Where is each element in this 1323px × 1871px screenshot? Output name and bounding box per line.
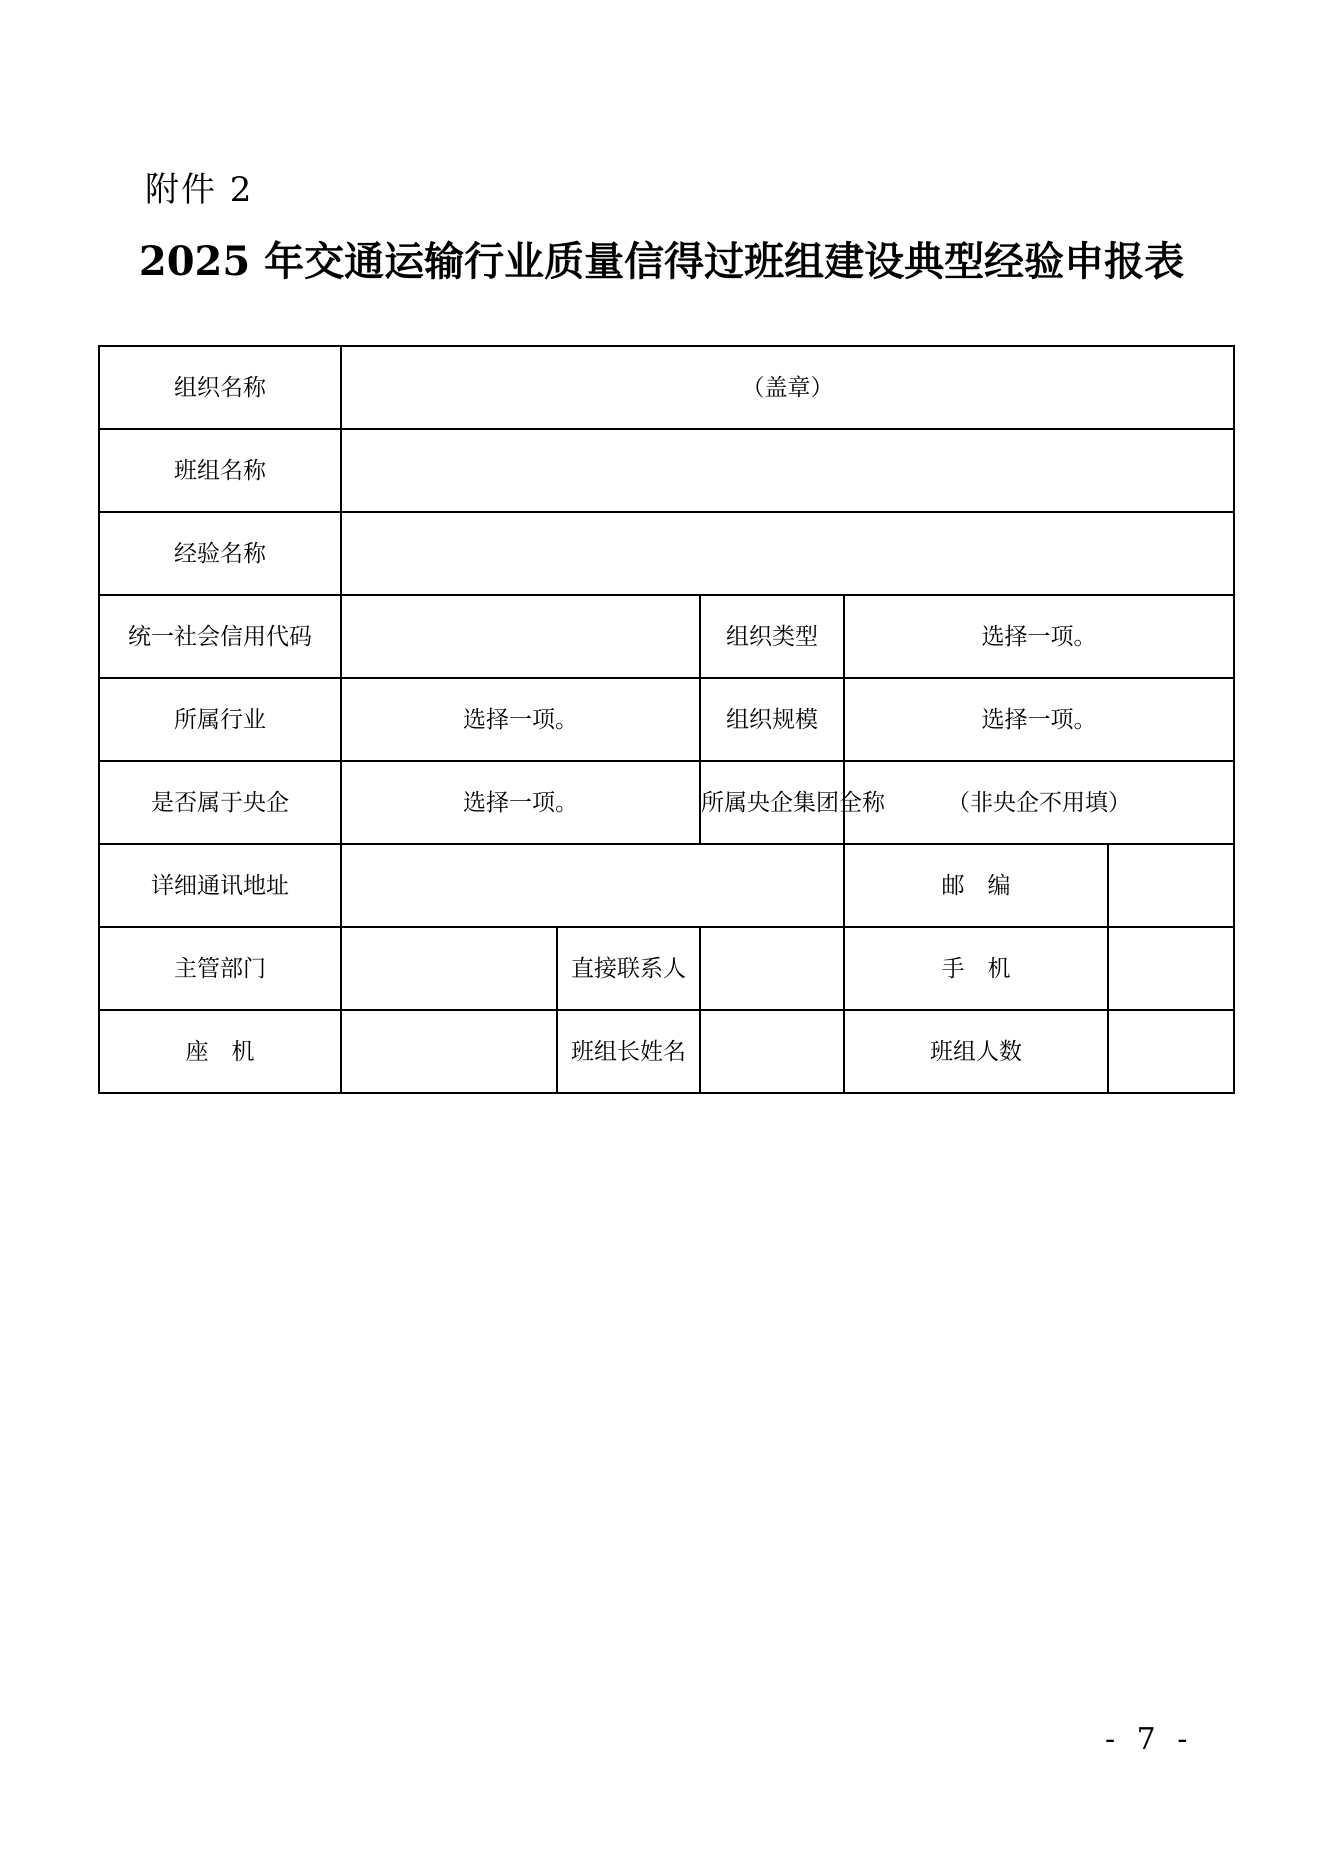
credit-code-field[interactable] [341,595,700,678]
form-row-address [99,844,1234,927]
form-row-experience-name [99,512,1234,595]
form-row-industry [99,678,1234,761]
form-row-team-name [99,429,1234,512]
org-type-label: 组织类型 [700,595,844,678]
org-type-select[interactable]: 选择一项。 [844,595,1234,678]
address-label: 详细通讯地址 [99,844,341,927]
contact-field[interactable] [700,927,844,1010]
team-size-label: 班组人数 [844,1010,1108,1093]
form-row-credit-code [99,595,1234,678]
team-name-label: 班组名称 [99,429,341,512]
is-central-select[interactable]: 选择一项。 [341,761,700,844]
postcode-label: 邮 编 [844,844,1108,927]
leader-label: 班组长姓名 [557,1010,700,1093]
attachment-label: 附件 2 [145,170,254,210]
credit-code-label: 统一社会信用代码 [99,595,341,678]
team-name-field[interactable] [341,429,1234,512]
experience-name-field[interactable] [341,512,1234,595]
central-group-label: 所属央企集团全称 [700,761,844,844]
form-row-central-enterprise [99,761,1234,844]
form-row-org-name [99,346,1234,429]
page-number: - 7 - [1105,1722,1194,1757]
leader-field[interactable] [700,1010,844,1093]
org-scale-select[interactable]: 选择一项。 [844,678,1234,761]
mobile-label: 手 机 [844,927,1108,1010]
team-size-field[interactable] [1108,1010,1234,1093]
document-title: 2025 年交通运输行业质量信得过班组建设典型经验申报表 [138,238,1185,285]
landline-field[interactable] [341,1010,557,1093]
central-group-field[interactable]: （非央企不用填） [844,761,1234,844]
address-field[interactable] [341,844,844,927]
industry-select[interactable]: 选择一项。 [341,678,700,761]
contact-label: 直接联系人 [557,927,700,1010]
experience-name-label: 经验名称 [99,512,341,595]
authority-field[interactable] [341,927,557,1010]
postcode-field[interactable] [1108,844,1234,927]
form-row-landline [99,1010,1234,1093]
mobile-field[interactable] [1108,927,1234,1010]
org-name-label: 组织名称 [99,346,341,429]
application-form-table [98,345,1235,1094]
industry-label: 所属行业 [99,678,341,761]
org-scale-label: 组织规模 [700,678,844,761]
landline-label: 座 机 [99,1010,341,1093]
org-name-field[interactable]: （盖章） [341,346,1234,429]
is-central-label: 是否属于央企 [99,761,341,844]
authority-label: 主管部门 [99,927,341,1010]
form-row-authority [99,927,1234,1010]
